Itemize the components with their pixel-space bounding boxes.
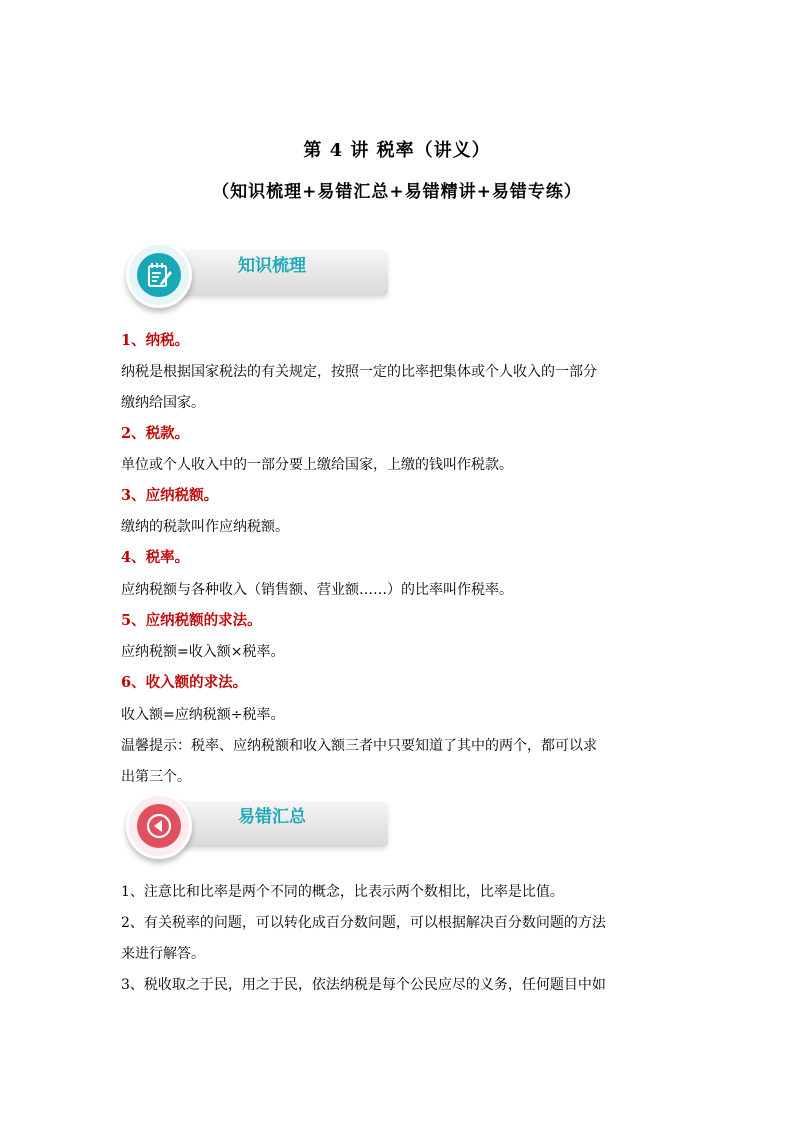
tip-line-1: 温馨提示：税率、应纳税额和收入额三者中只要知道了其中的两个，都可以求 — [121, 738, 597, 754]
error-item-1: 1、注意比和比率是两个不同的概念，比表示两个数相比，比率是比值。 — [121, 884, 564, 900]
error-item-2-line-2: 来进行解答。 — [121, 946, 205, 962]
banner-circle — [126, 793, 192, 859]
section-banner-errors — [120, 795, 390, 857]
heading-4: 4、税率。 — [121, 549, 190, 566]
error-item-2-line-1: 2、有关税率的问题，可以转化成百分数问题，可以根据解决百分数问题的方法 — [121, 915, 606, 931]
banner-label: 易错汇总 — [238, 807, 306, 827]
heading-3: 3、应纳税额。 — [121, 487, 219, 504]
banner-circle — [126, 242, 192, 308]
heading-2: 2、税款。 — [121, 425, 190, 442]
paragraph-6: 收入额=应纳税额÷税率。 — [121, 707, 285, 723]
heading-1: 1、纳税。 — [121, 332, 190, 349]
heading-5: 5、应纳税额的求法。 — [121, 612, 262, 629]
page-subtitle: （知识梳理+易错汇总+易错精讲+易错专练） — [212, 182, 582, 202]
paragraph-5: 应纳税额=收入额×税率。 — [121, 644, 285, 660]
notepad-pencil-icon — [141, 257, 177, 293]
paragraph-2: 单位或个人收入中的一部分要上缴给国家，上缴的钱叫作税款。 — [121, 457, 513, 473]
play-back-icon — [141, 808, 177, 844]
error-item-3-line-1: 3、税收取之于民，用之于民，依法纳税是每个公民应尽的义务，任何题目中如 — [121, 977, 606, 993]
page-title: 第 4 讲 税率（讲义） — [303, 140, 491, 161]
banner-label: 知识梳理 — [238, 256, 306, 276]
paragraph-4: 应纳税额与各种收入（销售额、营业额……）的比率叫作税率。 — [121, 582, 513, 598]
section-banner-knowledge — [120, 244, 390, 306]
paragraph-3: 缴纳的税款叫作应纳税额。 — [121, 519, 289, 535]
heading-6: 6、收入额的求法。 — [121, 674, 248, 691]
paragraph-1-line-1: 纳税是根据国家税法的有关规定，按照一定的比率把集体或个人收入的一部分 — [121, 364, 597, 380]
tip-line-2: 出第三个。 — [121, 769, 191, 785]
paragraph-1-line-2: 缴纳给国家。 — [121, 395, 205, 411]
